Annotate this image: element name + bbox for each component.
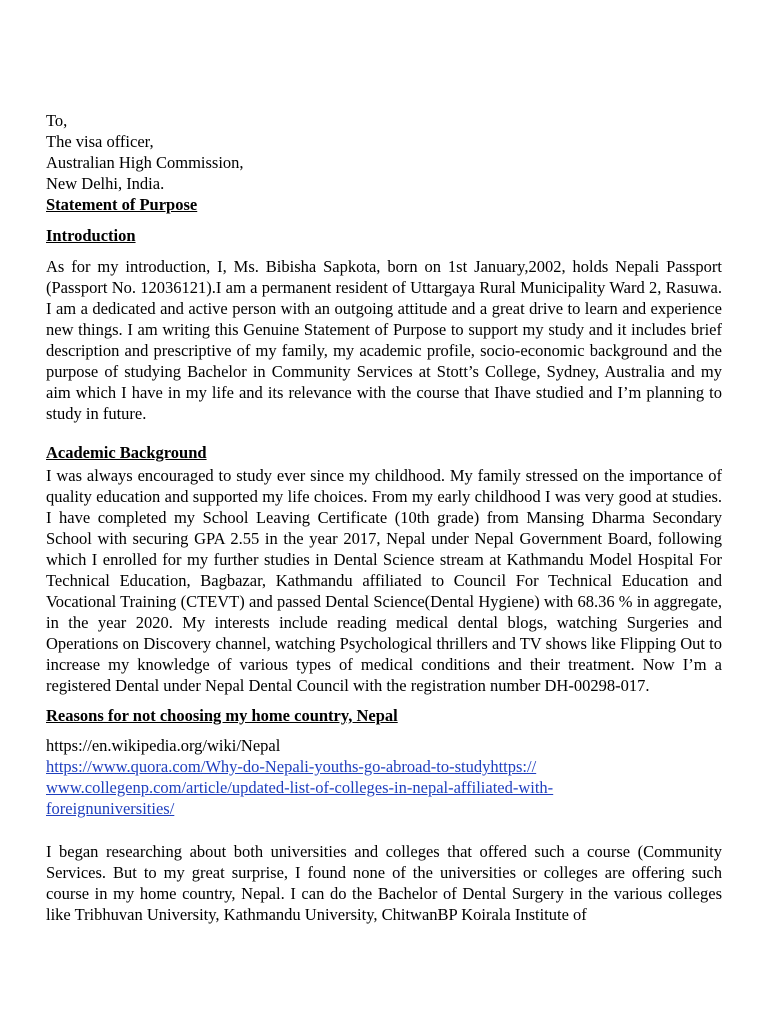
reasons-heading: Reasons for not choosing my home country, Nepal	[46, 706, 398, 725]
recipient-address	[46, 110, 722, 194]
reasons-paragraph: I began researching about both universities and colleges that offered such a course (Community Services. But to my great surprise, I found none of the universities or colleges are offering such course in my home country, Nepal. I can do the Bachelor of Dental Surgery in the various colleges like Tribhuvan University, Kathmandu University, ChitwanBP Koirala Institute of	[46, 842, 722, 924]
quora-link[interactable]: https://www.quora.com/Why-do-Nepali-youths-go-abroad-to-studyhttps://	[46, 757, 537, 776]
collegenp-link-line2[interactable]: foreignuniversities/	[46, 799, 175, 818]
academic-heading: Academic Background	[46, 443, 207, 462]
collegenp-link-line1[interactable]: www.collegenp.com/article/updated-list-of-colleges-in-nepal-affiliated-with-	[46, 778, 554, 797]
document-body	[46, 110, 722, 925]
introduction-heading: Introduction	[46, 226, 136, 245]
document-title: Statement of Purpose	[46, 195, 198, 214]
address-line: To,	[46, 111, 68, 130]
wikipedia-link[interactable]: https://en.wikipedia.org/wiki/Nepal	[46, 736, 281, 755]
address-line: Australian High Commission,	[46, 153, 244, 172]
introduction-paragraph: As for my introduction, I, Ms. Bibisha Sapkota, born on 1st January,2002, holds Nepali Passport (Passport No. 12036121).I am a permanent resident of Uttargaya Rural Municipality Ward 2, Rasuwa. I am a dedicated and active person with an outgoing attitude and a great drive to learn and experience new things. I am writing this Genuine Statement of Purpose to support my study and it includes brief description and prescriptive of my family, my academic profile, socio-economic background and the purpose of studying Bachelor in Community Services at Stott’s College, Sydney, Australia and my aim which I have in my life and its relevance with the course that Ihave studied and I’m planning to study in future.	[46, 257, 722, 423]
address-line: New Delhi, India.	[46, 174, 165, 193]
academic-paragraph: I was always encouraged to study ever since my childhood. My family stressed on the importance of quality education and supported my life choices. From my early childhood I was very good at studies. I have completed my School Leaving Certificate (10th grade) from Mansing Dharma Secondary School with securing GPA 2.55 in the year 2017, Nepal under Nepal Government Board, following which I enrolled for my further studies in Dental Science stream at Kathmandu Model Hospital For Technical Education, Bagbazar, Kathmandu affiliated to Council For Technical Education and Vocational Training (CTEVT) and passed Dental Science(Dental Hygiene) with 68.36 % in aggregate, in the year 2020. My interests include reading medical dental blogs, watching Surgeries and Operations on Discovery channel, watching Psychological thrillers and TV shows like Flipping Out to increase my knowledge of various types of medical conditions and their treatment. Now I’m a registered Dental under Nepal Dental Council with the registration number DH-00298-017.	[46, 466, 722, 695]
address-line: The visa officer,	[46, 132, 154, 151]
reference-links	[46, 735, 722, 819]
